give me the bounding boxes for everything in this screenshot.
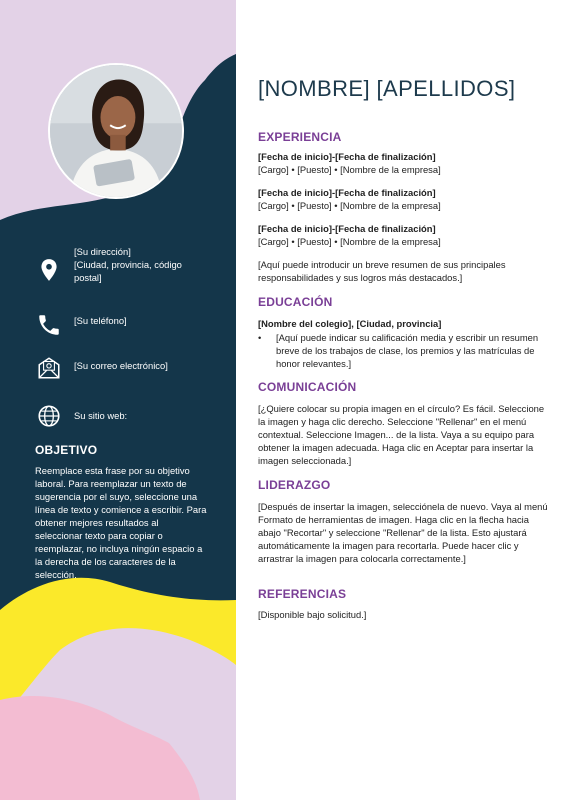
job-role: [Cargo] • [Puesto] • [Nombre de la empresa] (258, 200, 441, 211)
job-role: [Cargo] • [Puesto] • [Nombre de la empresa] (258, 236, 441, 247)
objective-text: Reemplace esta frase por su objetivo laboral. Para reemplazar un texto de sugerencia por el suyo, seleccione una línea de texto y comience a escribir. Para obtener mejores resultados al seleccionar texto para copiar o reemplazar, no incluya ningún espacio a la derecha de los caracteres de la selección. (35, 465, 207, 580)
job-dates: [Fecha de inicio]-[Fecha de finalización] (258, 151, 436, 162)
leadership-text: [Después de insertar la imagen, selecciónela de nuevo. Vaya al menú Formato de herramientas de imagen. Haga clic en la flecha hacia abajo "Recortar" y seleccione "Rellenar" de la lista. Esto ajustará automáticamente la imagen para recortarla. Puede hacer clic y arrastrar la imagen para colocarla correctamente.] (258, 501, 548, 564)
communication-text: [¿Quiere colocar su propia imagen en el círculo? Es fácil. Seleccione la imagen y haga clic derecho. Seleccione "Rellenar" en el menú contextual. Seleccione Imagen... de la lista. Vaya a su equipo para obtener la imagen adecuada. Haga clic en Aceptar para insertar la imagen seleccionada.] (258, 403, 545, 466)
globe-icon (36, 403, 62, 429)
education-detail-text: [Aquí puede indicar su calificación media y escribir un resumen breve de los trabajos de clase, los premios y las matrículas de honor relevantes.] (276, 332, 539, 369)
address-line-2: [Ciudad, provincia, código postal] (74, 259, 182, 283)
location-pin-icon (36, 257, 62, 283)
education-title: EDUCACIÓN (258, 295, 333, 309)
job-dates: [Fecha de inicio]-[Fecha de finalización] (258, 187, 436, 198)
experience-summary: [Aquí puede introducir un breve resumen de sus principales responsabilidades y sus logros más destacados.] (258, 259, 506, 283)
bullet: • (258, 332, 262, 343)
email-text: [Su correo electrónico] (74, 360, 168, 371)
sidebar (0, 0, 236, 800)
references-text: [Disponible bajo solicitud.] (258, 609, 367, 620)
phone-icon (36, 312, 62, 338)
profile-photo[interactable] (48, 63, 184, 199)
phone-text: [Su teléfono] (74, 315, 127, 326)
experience-title: EXPERIENCIA (258, 130, 342, 144)
email-icon (36, 355, 62, 381)
job-dates: [Fecha de inicio]-[Fecha de finalización] (258, 223, 436, 234)
address-line-1: [Su dirección] (74, 246, 131, 257)
school-name: [Nombre del colegio], [Ciudad, provincia] (258, 318, 442, 329)
references-title: REFERENCIAS (258, 587, 347, 601)
person-portrait-icon (50, 65, 182, 197)
job-role: [Cargo] • [Puesto] • [Nombre de la empresa] (258, 164, 441, 175)
communication-title: COMUNICACIÓN (258, 380, 357, 394)
objective-title: OBJETIVO (35, 443, 98, 457)
leadership-title: LIDERAZGO (258, 478, 331, 492)
full-name: [NOMBRE] [APELLIDOS] (258, 76, 516, 101)
website-text: Su sitio web: (74, 410, 128, 421)
